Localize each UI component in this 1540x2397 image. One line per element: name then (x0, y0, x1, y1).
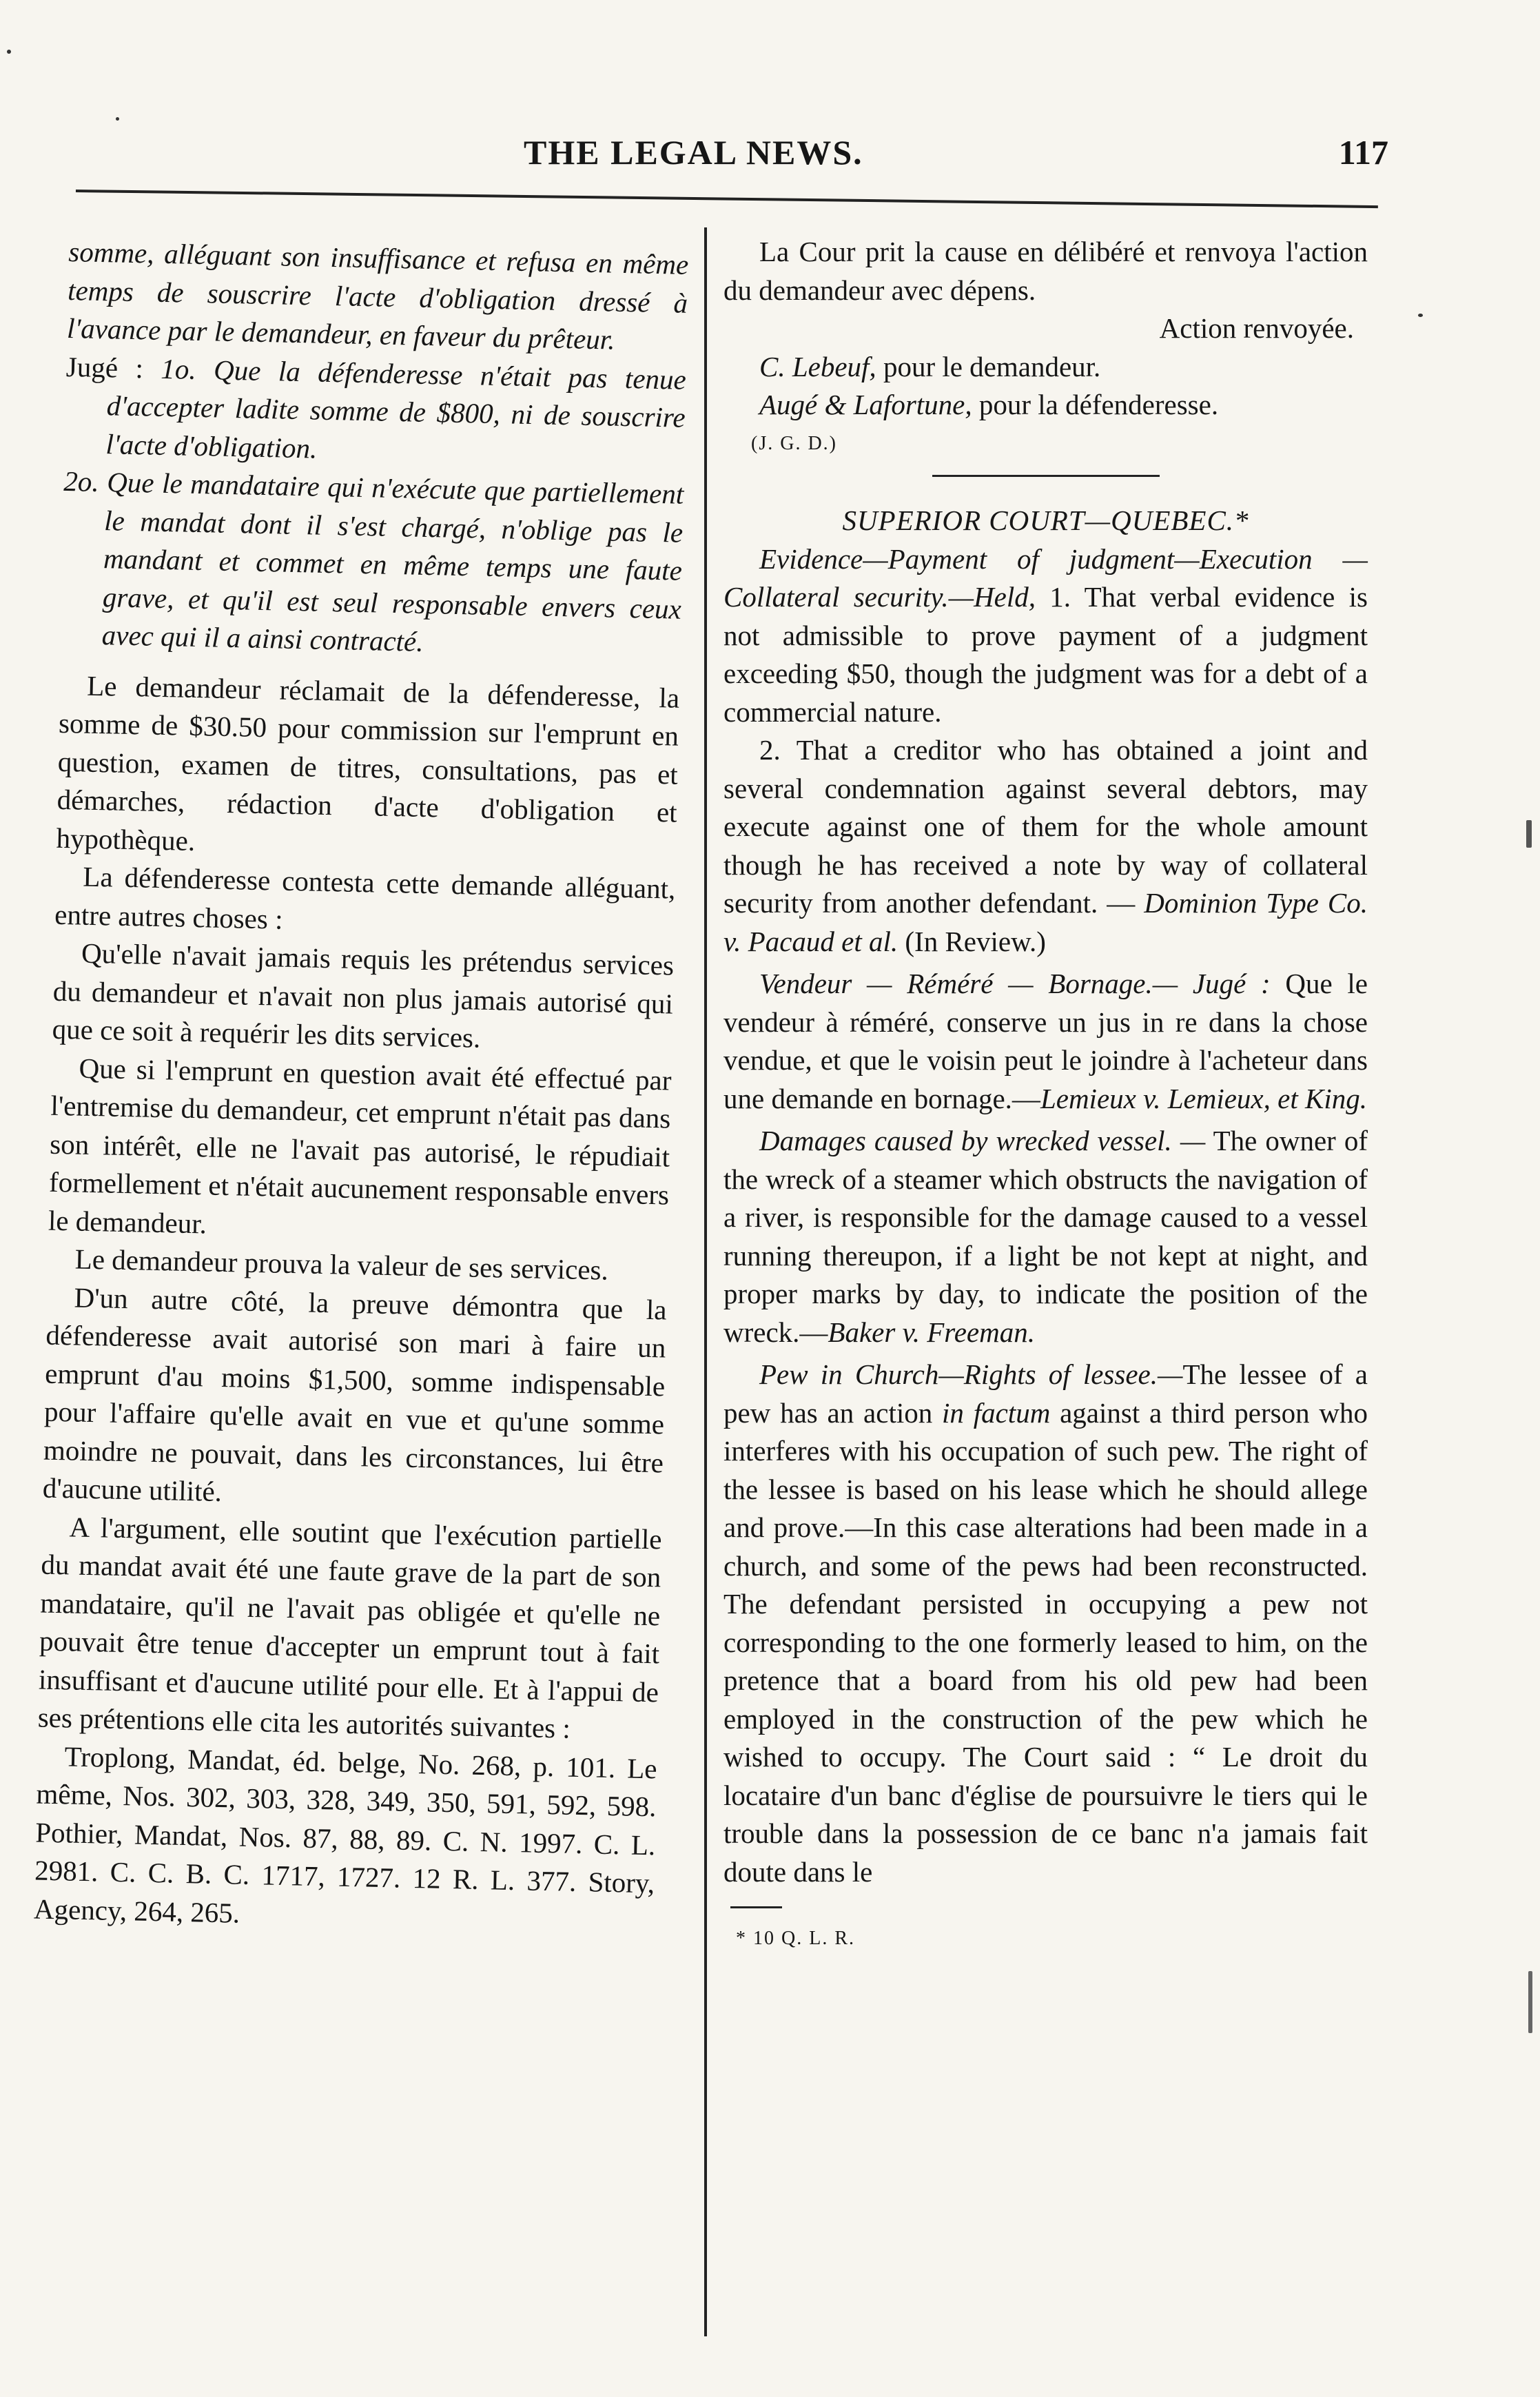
footnote: * 10 Q. L. R. (736, 1928, 855, 1949)
case-title: Pew in Church—Rights of lessee.— (759, 1358, 1183, 1390)
result-line: Action renvoyée. (1159, 312, 1354, 344)
case-text: The owner of the wreck of a steamer which obstructs the navigation of a river, is responsible for the damage caused to a vessel running thereupon, if a light be not kept at night, and proper marks by day, to indicate the position of the wreck.— (723, 1125, 1368, 1348)
authorities-paragraph: Troplong, Mandat, éd. belge, No. 268, p. 101. Le même, Nos. 302, 303, 328, 349, 350, 591, 592, 598. Pothier, Mandat, Nos. 87, 88, 89. C. N. 1997. C. L. 2981. C. C. B. C. 1717, 1727. 12 R. L. 377. Story, Agency, 264, 265. (33, 1740, 658, 1929)
case-summary (723, 731, 1368, 961)
paragraph: Que si l'emprunt en question avait été effectué par l'entremise du demandeur, cet emprunt n'était pas dans son intérêt, elle ne l'avait pas autorisé, le répudiait formellement et n'était aucunement responsable envers le demandeur. (48, 1052, 672, 1239)
case-name: Baker v. Freeman. (828, 1316, 1035, 1348)
counsel-line (723, 386, 1368, 425)
left-column (33, 233, 688, 1941)
paragraph: Qu'elle n'avait jamais requis les prétendus services du demandeur et n'avait non plus jamais autorisé qui que ce soit à requérir les dits services. (52, 937, 675, 1054)
case-name: Lemieux v. Lemieux, et King. (1040, 1082, 1367, 1114)
column-divider (704, 227, 707, 2336)
counsel-name: C. Lebeuf, (759, 350, 876, 382)
opening-paragraph: somme, alléguant son insuffisance et refusa en même temps de souscrire l'acte d'obligation dressé à l'avance par le demandeur, en faveur du prêteur. (66, 235, 689, 356)
case-note: (In Review.) (898, 925, 1046, 957)
case-text: 2. That a creditor who has obtained a joint and several condemnation against several debtors, may execute against one of them for the whole amount though he has received a note by way of collateral security from another defendant. — (723, 734, 1368, 919)
paragraph: La Cour prit la cause en délibéré et renvoya l'action du demandeur avec dépens. (723, 236, 1368, 306)
case-text: against a third person who interferes with his occupation of such pew. The right of the lessee is based on his lease which he should allege and prove.—In this case alterations had been made in a church, and some of the pews had been reconstructed. The defendant persisted in occupying a pew not corresponding to the one formerly leased to him, on the pretence that a board from his old pew had been employed in the construction of the pew which he wished to occupy. The Court said : “ Le droit du locataire d'un banc d'église de poursuivre le tiers qui le trouble dans la possession de ce banc n'a jamais fait doute dans le (723, 1396, 1368, 1888)
footnote-separator (730, 1906, 782, 1908)
paragraph: Le demandeur prouva la valeur de ses services. (74, 1243, 609, 1286)
paragraph: A l'argument, elle soutint que l'exécution partielle du mandat avait été une faute grave de la part de son mandataire, qu'il ne l'avait pas obligée et qu'elle ne pouvait être tenue d'accepter un emprunt tout à fait insuffisant et d'aucune utilité pour elle. Et à l'appui de ses prétentions elle cita les autorités suivantes : (37, 1510, 662, 1744)
case-title: Vendeur — Réméré — Bornage.— Jugé : (759, 968, 1271, 999)
counsel-role: pour la défenderesse. (972, 389, 1219, 420)
running-title: THE LEGAL NEWS. (524, 133, 863, 172)
case-summary (723, 1356, 1368, 1891)
right-column (723, 233, 1368, 1958)
holding-1-text: 1o. Que la défenderesse n'était pas tenue d'accepter ladite somme de $800, ni de souscrire l'acte d'obligation. (105, 352, 687, 465)
juge-label: Jugé : (65, 350, 144, 384)
case-title: Damages caused by wrecked vessel. — (759, 1125, 1206, 1156)
counsel-line (723, 348, 1368, 387)
case-summary (723, 1122, 1368, 1352)
header-rule (76, 190, 1378, 208)
case-summary (723, 540, 1368, 732)
paragraph: La défenderesse contesta cette demande alléguant, entre autres choses : (54, 860, 676, 935)
page-number: 117 (1338, 133, 1388, 172)
counsel-name: Augé & Lafortune, (759, 389, 972, 420)
scan-speck (1526, 820, 1532, 848)
holding-1 (64, 347, 686, 475)
scan-speck (116, 117, 119, 121)
case-name: Dominion Type Co. v. Pacaud et al. (723, 887, 1368, 957)
section-separator (932, 475, 1160, 477)
case-summary (723, 965, 1368, 1118)
case-text: The lessee of a pew has an action (723, 1358, 1368, 1429)
page-header (83, 132, 1388, 187)
reporter-initials: (J. G. D.) (751, 432, 837, 454)
case-title: Evidence—Payment of judgment—Execution —Collateral security.—Held, (723, 542, 1368, 613)
counsel-role: pour le demandeur. (876, 350, 1101, 382)
scan-speck (1528, 1971, 1532, 2033)
court-heading: SUPERIOR COURT—QUEBEC.* (842, 504, 1249, 536)
scan-speck (7, 50, 11, 54)
scan-speck (1418, 314, 1423, 317)
case-text-italic: in factum (942, 1396, 1051, 1429)
holding-2: 2o. Que le mandataire qui n'exécute que partiellement le mandat dont il s'est chargé, n'oblige pas le mandant et commet en même temps une faute grave, et qu'il est seul responsable envers ceux avec qui il a ainsi contracté. (63, 465, 684, 657)
case-text: 1. That verbal evidence is not admissible to prove payment of a judgment exceeding $50, though the judgment was for a debt of a commercial nature. (723, 581, 1368, 728)
paragraph: D'un autre côté, la preuve démontra que la défenderesse avait autorisé son mari à faire un emprunt d'au moins $1,500, somme indispensable pour l'affaire qu'elle avait en vue et qu'une somme moindre ne pouvait, dans les circonstances, lui être d'aucune utilité. (42, 1281, 667, 1508)
paragraph: Le demandeur réclamait de la défenderesse, la somme de $30.50 pour commission sur l'emprunt en question, examen de titres, consultations, pas et démarches, rédaction d'acte d'obligation et hypothèque. (56, 669, 680, 857)
case-text: Que le vendeur à réméré, conserve un jus in re dans la chose vendue, et que le voisin peut le joindre à l'acheteur dans une demande en bornage.— (723, 968, 1368, 1114)
